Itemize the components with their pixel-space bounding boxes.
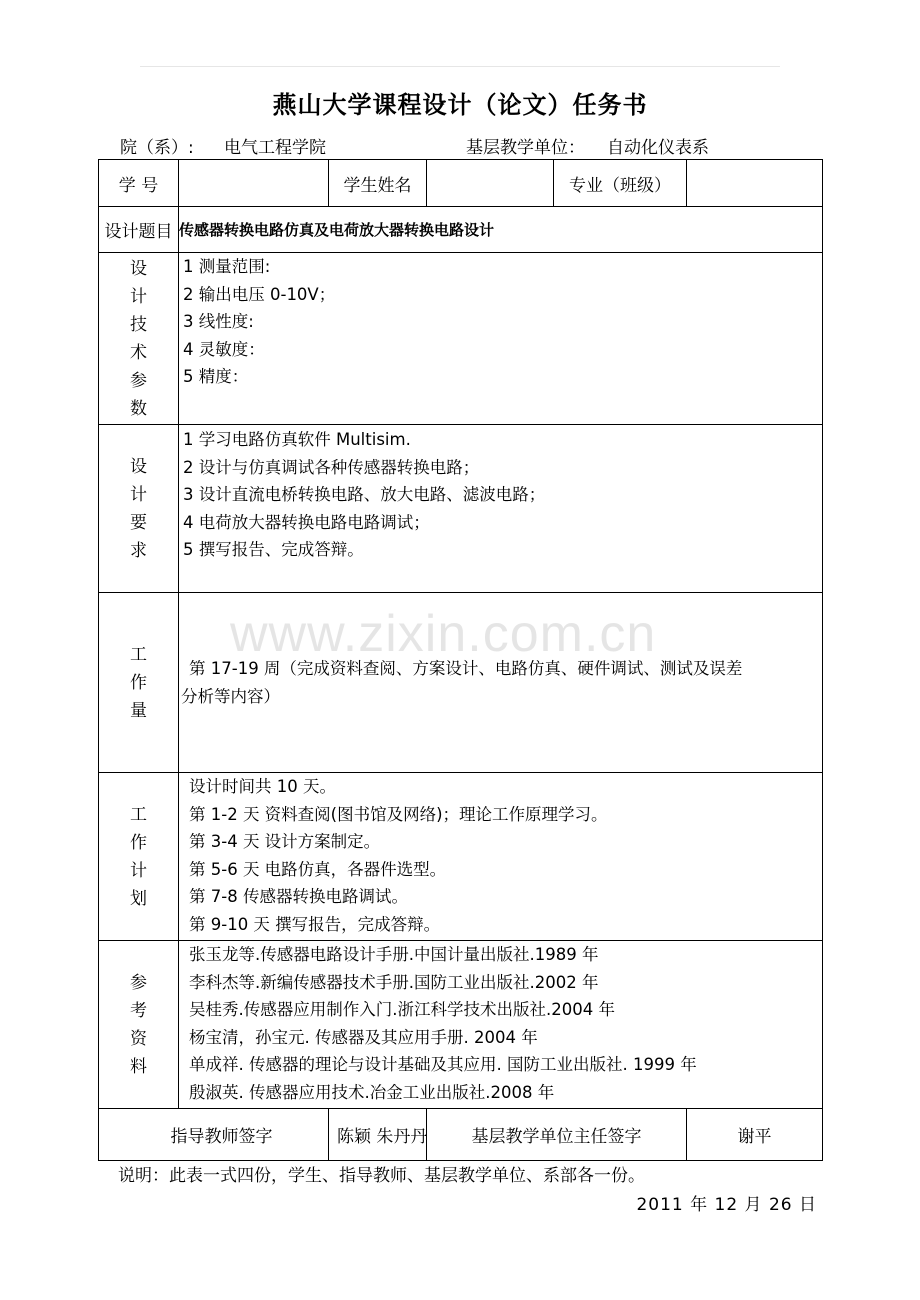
- requirements-list: [179, 425, 822, 564]
- params-label-char: 设: [130, 258, 147, 279]
- plan-list: [179, 773, 822, 938]
- topic-row: [99, 207, 823, 253]
- student-name-label: 学生姓名: [329, 160, 427, 207]
- param-line: 3 线性度:: [183, 312, 254, 331]
- requirements-label-char: 求: [130, 540, 147, 561]
- student-id-field[interactable]: [179, 160, 329, 207]
- reference-line: 杨宝清，孙宝元. 传感器及其应用手册. 2004 年: [189, 1027, 538, 1047]
- header-rule: [140, 66, 780, 67]
- topic-value: 传感器转换电路仿真及电荷放大器转换电路设计: [179, 207, 823, 253]
- params-list: [179, 253, 822, 391]
- reference-line: 李科杰等.新编传感器技术手册.国防工业出版社.2002 年: [189, 972, 599, 992]
- params-content: [179, 253, 823, 425]
- reference-line: 单成祥. 传感器的理论与设计基础及其应用. 国防工业出版社. 1999 年: [189, 1055, 697, 1074]
- director-signature-label: 基层教学单位主任签字: [427, 1109, 687, 1161]
- param-line: 4 灵敏度：: [183, 339, 265, 359]
- workload-label-char: 作: [130, 672, 147, 693]
- workload-label-char: 工: [130, 644, 147, 665]
- student-id-label: 学 号: [99, 160, 179, 207]
- college-value: 电气工程学院: [224, 138, 326, 158]
- college-label: 院（系）:: [120, 138, 194, 158]
- workload-label-char: 量: [130, 700, 147, 721]
- requirements-label-char: 计: [130, 484, 147, 505]
- plan-label-char: 计: [130, 860, 147, 881]
- plan-line: 第 3-4 天 设计方案制定。: [189, 832, 381, 851]
- references-label: [99, 941, 179, 1109]
- director-signature-value: 谢平: [687, 1109, 823, 1161]
- issue-date: 2011 年 12 月 26 日: [636, 1195, 817, 1215]
- requirements-content: [179, 425, 823, 593]
- topic-label: 设计题目: [99, 207, 179, 253]
- params-label: [99, 253, 179, 425]
- requirements-label-char: 要: [130, 512, 147, 533]
- advisor-signature-value: 陈颖 朱丹丹: [329, 1109, 427, 1161]
- param-line: 2 输出电压 0-10V；: [183, 284, 336, 304]
- unit-value: 自动化仪表系: [607, 138, 709, 158]
- reference-line: 吴桂秀.传感器应用制作入门.浙江科学技术出版社.2004 年: [189, 1000, 615, 1019]
- requirement-line: 4 电荷放大器转换电路电路调试；: [183, 512, 430, 532]
- params-label-char: 技: [130, 314, 147, 335]
- workload-label: [99, 593, 179, 773]
- requirements-label-char: 设: [130, 456, 147, 477]
- plan-line: 第 7-8 传感器转换电路调试。: [189, 887, 408, 906]
- requirements-label: [99, 425, 179, 593]
- requirements-row: [99, 425, 823, 593]
- params-label-char: 术: [130, 342, 147, 363]
- plan-row: [99, 773, 823, 941]
- params-label-char: 参: [130, 370, 147, 391]
- info-row: [99, 160, 823, 207]
- plan-line: 第 1-2 天 资料查阅(图书馆及网络)；理论工作原理学习。: [189, 804, 608, 824]
- references-list: [179, 941, 822, 1106]
- plan-label: [99, 773, 179, 941]
- workload-line: 分析等内容）: [181, 686, 280, 706]
- major-field[interactable]: [687, 160, 823, 207]
- requirement-line: 5 撰写报告、完成答辩。: [183, 540, 364, 559]
- document-title: 燕山大学课程设计（论文）任务书: [272, 91, 648, 119]
- references-label-char: 参: [130, 972, 147, 993]
- references-label-char: 资: [130, 1028, 147, 1049]
- watermark: www.zixin.com.cn: [230, 605, 657, 663]
- requirement-line: 1 学习电路仿真软件 Multisim.: [183, 430, 411, 449]
- unit-label: 基层教学单位：: [466, 138, 585, 158]
- requirement-line: 2 设计与仿真调试各种传感器转换电路；: [183, 457, 480, 477]
- workload-line: 第 17-19 周（完成资料查阅、方案设计、电路仿真、硬件调试、测试及误差: [189, 658, 743, 678]
- advisor-signature-label: 指导教师签字: [99, 1109, 329, 1161]
- plan-content: [179, 773, 823, 941]
- references-label-char: 考: [130, 1000, 147, 1021]
- plan-label-char: 工: [130, 804, 147, 825]
- params-row: [99, 253, 823, 425]
- plan-line: 第 9-10 天 撰写报告，完成答辩。: [189, 914, 441, 934]
- param-line: 1 测量范围:: [183, 257, 271, 276]
- requirement-line: 3 设计直流电桥转换电路、放大电路、滤波电路；: [183, 485, 546, 504]
- footnote: 说明：此表一式四份，学生、指导教师、基层教学单位、系部各一份。: [118, 1166, 645, 1186]
- student-name-field[interactable]: [427, 160, 554, 207]
- plan-label-char: 划: [130, 888, 147, 909]
- plan-label-char: 作: [130, 832, 147, 853]
- params-label-char: 数: [130, 398, 147, 419]
- reference-line: 张玉龙等.传感器电路设计手册.中国计量出版社.1989 年: [189, 945, 599, 964]
- param-line: 5 精度：: [183, 367, 249, 386]
- params-label-char: 计: [130, 286, 147, 307]
- signature-row: [99, 1109, 823, 1161]
- plan-line: 设计时间共 10 天。: [189, 777, 336, 796]
- major-label: 专业（班级）: [554, 160, 687, 207]
- references-content: [179, 941, 823, 1109]
- plan-line: 第 5-6 天 电路仿真，各器件选型。: [189, 859, 447, 879]
- references-label-char: 料: [130, 1056, 147, 1077]
- references-row: [99, 941, 823, 1109]
- reference-line: 殷淑英. 传感器应用技术.冶金工业出版社.2008 年: [189, 1082, 555, 1102]
